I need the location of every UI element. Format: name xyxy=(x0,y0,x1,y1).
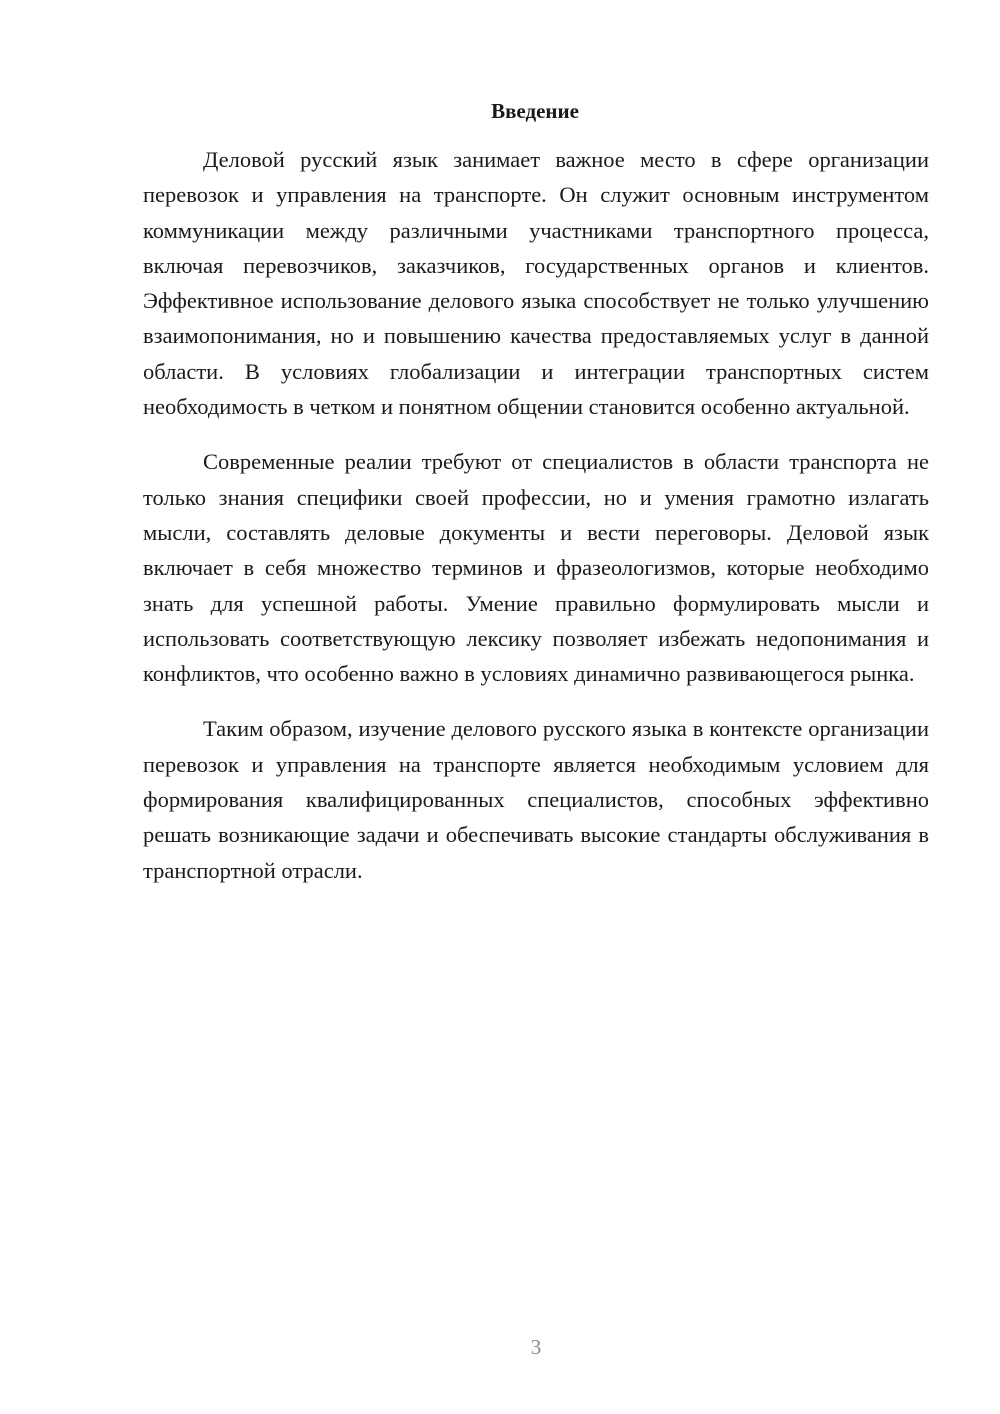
paragraph-1: Деловой русский язык занимает важное место в сфере организации перевозок и управления на транспорте. Он служит основным инструментом коммуникации между различными участниками транспортного процесса, включая перевозчиков, заказчиков, государственных органов и клиентов. Эффективное использование делового языка способствует не только улучшению взаимопонимания, но и повышению качества предоставляемых услуг в данной области. В условиях глобализации и интеграции транспортных систем необходимость в четком и понятном общении становится особенно актуальной. xyxy=(143,147,929,420)
body-text xyxy=(143,142,929,888)
paragraph-3: Таким образом, изучение делового русского языка в контексте организации перевозок и управления на транспорте является необходимым условием для формирования квалифицированных специалистов, способных эффективно решать возникающие задачи и обеспечивать высокие стандарты обслуживания в транспортной отрасли. xyxy=(143,716,929,883)
paragraph-2: Современные реалии требуют от специалистов в области транспорта не только знания специфики своей профессии, но и умения грамотно излагать мысли, составлять деловые документы и вести переговоры. Деловой язык включает в себя множество терминов и фразеологизмов, которые необходимо знать для успешной работы. Умение правильно формулировать мысли и использовать соответствующую лексику позволяет избежать недопонимания и конфликтов, что особенно важно в условиях динамично развивающегося рынка. xyxy=(143,449,929,687)
page-number: 3 xyxy=(530,1335,542,1359)
section-title: Введение xyxy=(491,99,579,123)
